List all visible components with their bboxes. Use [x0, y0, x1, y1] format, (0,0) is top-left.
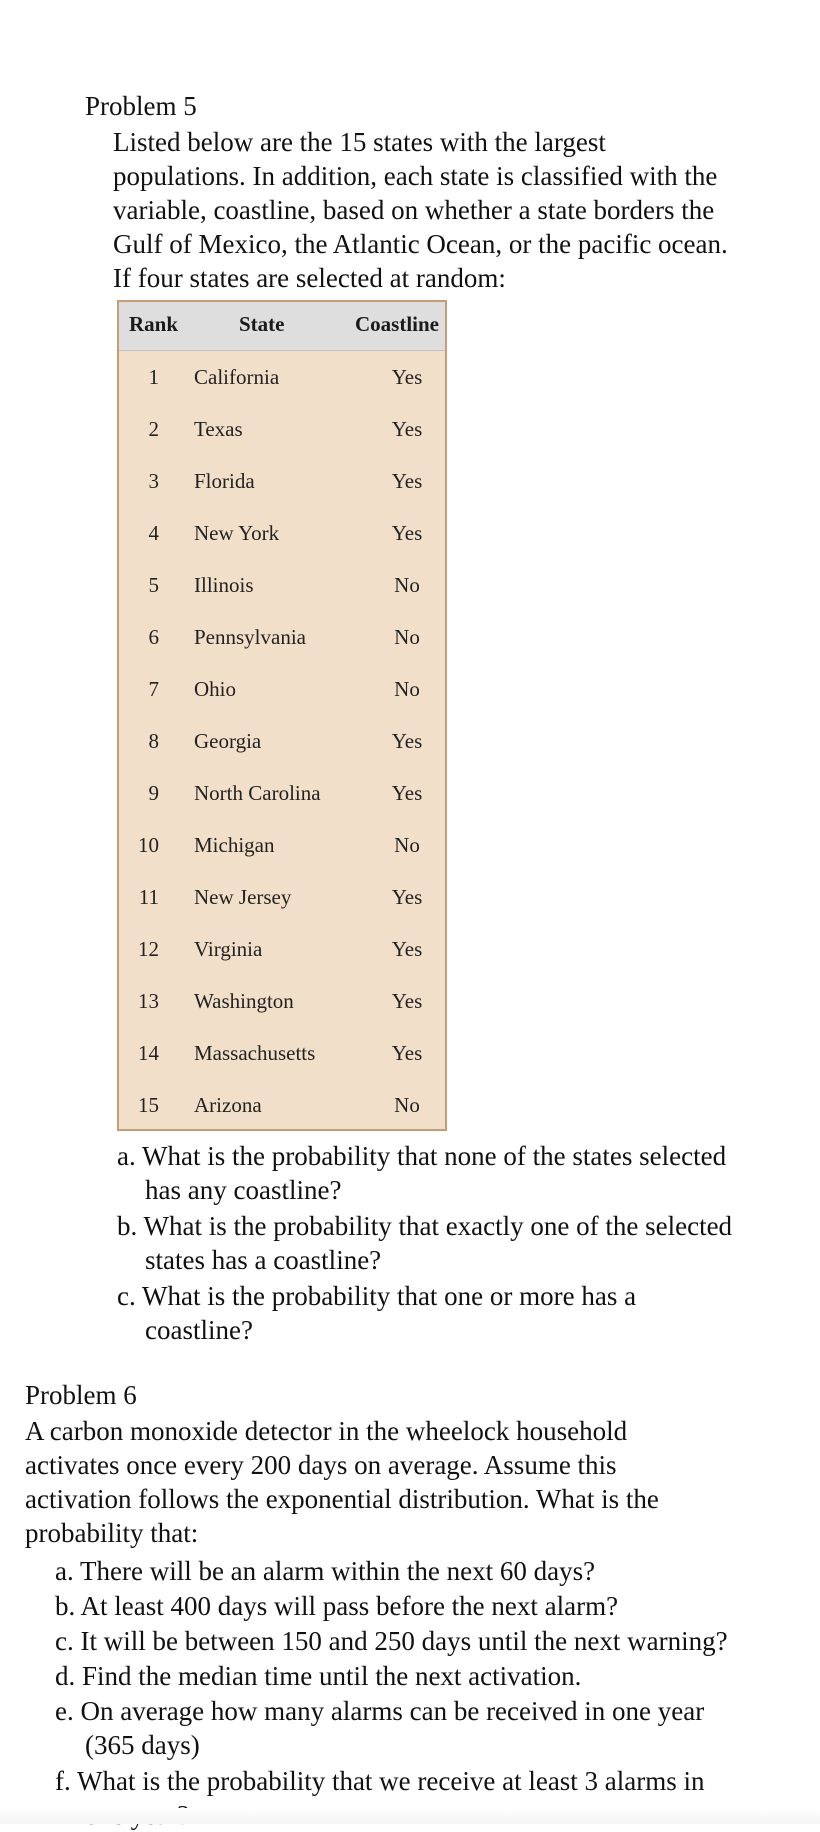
question-6a: a. There will be an alarm within the next 60 days? [55, 1556, 596, 1586]
question-5b [117, 1209, 732, 1277]
coastline-cell: Yes [391, 781, 423, 805]
question-5a [117, 1139, 726, 1207]
question-line: a. What is the probability that none of the states selected [117, 1141, 727, 1171]
coastline-cell: Yes [391, 729, 423, 753]
table-row [119, 924, 445, 976]
rank-cell: 11 [138, 885, 159, 909]
state-cell: Illinois [194, 573, 254, 597]
coastline-cell: Yes [391, 1041, 423, 1065]
rank-cell: 1 [148, 365, 159, 389]
table-row [119, 612, 445, 664]
intro-line: probability that: [25, 1518, 199, 1548]
problem-5-title: Problem 5 [85, 91, 197, 121]
rank-cell: 10 [138, 833, 159, 857]
intro-line: activation follows the exponential distribution. What is the [25, 1484, 659, 1514]
intro-line: variable, coastline, based on whether a state borders the [113, 195, 715, 225]
question-line: has any coastline? [145, 1175, 342, 1205]
question-line: c. What is the probability that one or more has a [117, 1281, 637, 1311]
table-row [119, 1080, 445, 1132]
state-cell: Massachusetts [194, 1041, 316, 1065]
problem-6-intro [25, 1414, 659, 1550]
rank-cell: 4 [148, 521, 159, 545]
rank-cell: 9 [148, 781, 159, 805]
bottom-fade [0, 1808, 820, 1824]
intro-line: activates once every 200 days on average. Assume this [25, 1450, 617, 1480]
coastline-cell: No [394, 833, 420, 857]
state-cell: Pennsylvania [194, 625, 306, 649]
state-cell: Florida [194, 469, 255, 493]
table-row [119, 820, 445, 872]
question-line: f. What is the probability that we receive at least 3 alarms in [55, 1766, 705, 1796]
problem-6-title: Problem 6 [25, 1380, 137, 1410]
state-header: State [239, 312, 285, 336]
state-cell: Georgia [194, 729, 262, 753]
coastline-header: Coastline [355, 312, 439, 336]
question-5c [117, 1279, 636, 1347]
rank-header: Rank [129, 312, 179, 336]
states-table [117, 300, 447, 1131]
intro-line: Listed below are the 15 states with the largest [113, 127, 606, 157]
rank-cell: 8 [148, 729, 159, 753]
question-line: e. On average how many alarms can be received in one year [55, 1696, 705, 1726]
state-cell: North Carolina [194, 781, 321, 805]
table-row [119, 976, 445, 1028]
rank-cell: 2 [148, 417, 159, 441]
coastline-cell: Yes [391, 521, 423, 545]
state-cell: California [194, 365, 280, 389]
state-cell: Virginia [194, 937, 263, 961]
coastline-cell: No [394, 625, 420, 649]
rank-cell: 15 [138, 1093, 159, 1117]
question-6d: d. Find the median time until the next activation. [55, 1661, 582, 1691]
coastline-cell: Yes [391, 937, 423, 961]
table-row [119, 352, 445, 404]
state-cell: Arizona [194, 1093, 262, 1117]
question-6c: c. It will be between 150 and 250 days until the next warning? [55, 1626, 728, 1656]
table-header [119, 302, 445, 351]
table-row [119, 716, 445, 768]
question-6e [55, 1694, 704, 1762]
table-row [119, 508, 445, 560]
state-cell: Texas [194, 417, 243, 441]
intro-line: Gulf of Mexico, the Atlantic Ocean, or the pacific ocean. [113, 229, 728, 259]
coastline-cell: Yes [391, 365, 423, 389]
coastline-cell: No [394, 1093, 420, 1117]
state-cell: New Jersey [194, 885, 292, 909]
state-cell: New York [194, 521, 280, 545]
table-row [119, 872, 445, 924]
question-line: coastline? [145, 1315, 253, 1345]
rank-cell: 12 [138, 937, 159, 961]
rank-cell: 5 [148, 573, 159, 597]
question-line: b. What is the probability that exactly one of the selected [117, 1211, 733, 1241]
rank-cell: 6 [148, 625, 159, 649]
intro-line: If four states are selected at random: [113, 263, 506, 293]
coastline-cell: Yes [391, 417, 423, 441]
coastline-cell: Yes [391, 469, 423, 493]
table-row [119, 404, 445, 456]
question-6b: b. At least 400 days will pass before the next alarm? [55, 1591, 619, 1621]
intro-line: A carbon monoxide detector in the wheelock household [25, 1416, 628, 1446]
rank-cell: 14 [138, 1041, 159, 1065]
question-line: states has a coastline? [145, 1245, 382, 1275]
intro-line: populations. In addition, each state is classified with the [113, 161, 718, 191]
coastline-cell: No [394, 573, 420, 597]
rank-cell: 7 [148, 677, 159, 701]
rank-cell: 13 [138, 989, 159, 1013]
table-row [119, 768, 445, 820]
state-cell: Ohio [194, 677, 236, 701]
coastline-cell: No [394, 677, 420, 701]
problem-5-intro [113, 125, 728, 295]
question-line: (365 days) [85, 1730, 200, 1760]
table-row [119, 560, 445, 612]
rank-cell: 3 [148, 469, 159, 493]
state-cell: Michigan [194, 833, 275, 857]
table-row [119, 664, 445, 716]
coastline-cell: Yes [391, 989, 423, 1013]
table-row [119, 1028, 445, 1080]
state-cell: Washington [194, 989, 294, 1013]
coastline-cell: Yes [391, 885, 423, 909]
table-row [119, 456, 445, 508]
